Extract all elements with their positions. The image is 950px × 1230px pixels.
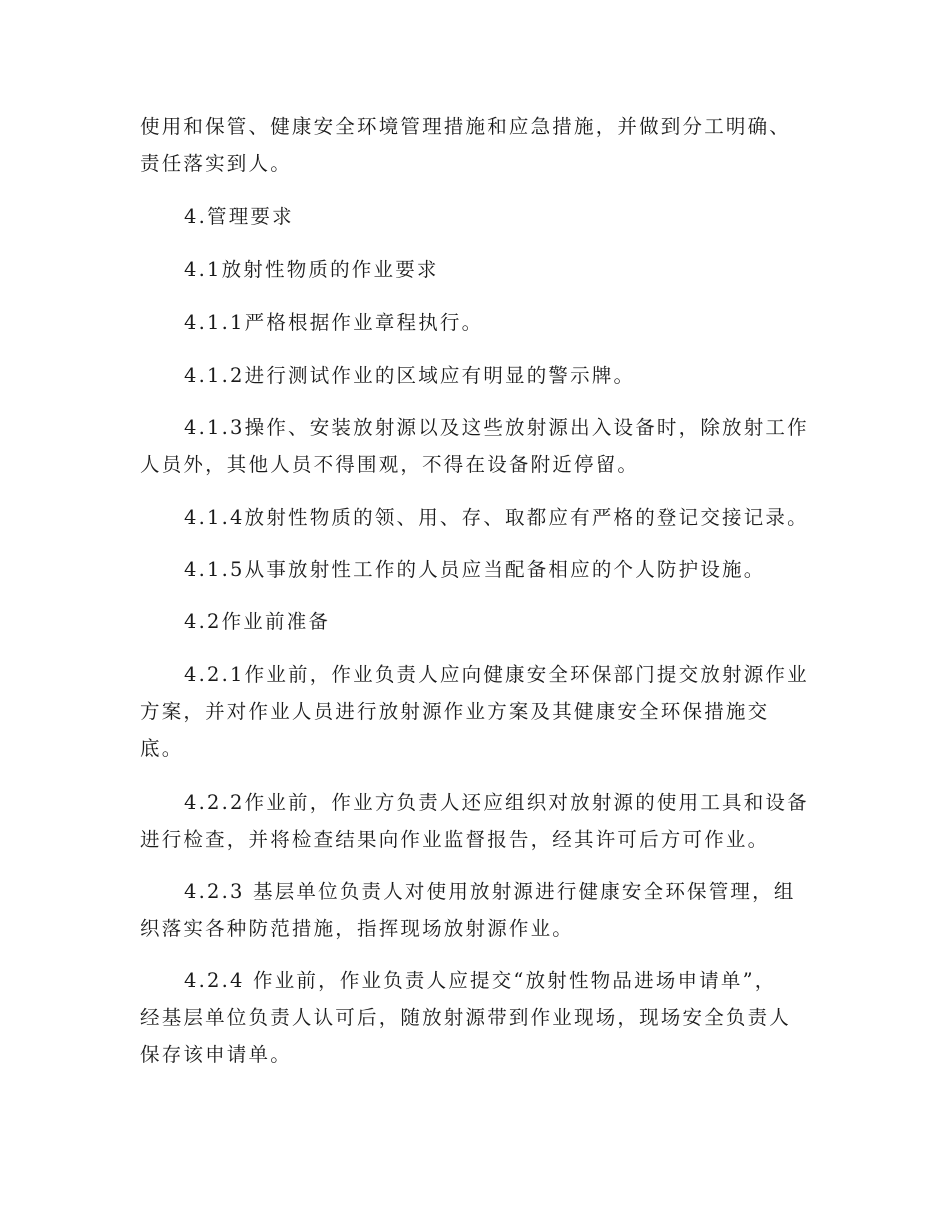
text-line: 4.2作业前准备 bbox=[184, 610, 331, 633]
text-line: 4.1.4放射性物质的领、用、存、取都应有严格的登记交接记录。 bbox=[184, 506, 809, 529]
paragraph-4-1-5 bbox=[140, 551, 812, 588]
text-line: 方案，并对作业人员进行放射源作业方案及其健康安全环保措施交 bbox=[140, 700, 770, 723]
text-line: 4.1放射性物质的作业要求 bbox=[184, 258, 439, 281]
text-line: 4.1.2进行测试作业的区域应有明显的警示牌。 bbox=[184, 364, 636, 387]
paragraph-4-2-2 bbox=[140, 784, 812, 858]
paragraph-4-1-1 bbox=[140, 304, 812, 341]
text-line: 保存该申请单。 bbox=[140, 1043, 292, 1066]
text-line: 4.1.1严格根据作业章程执行。 bbox=[184, 311, 484, 334]
text-line: 4.2.2作业前，作业方负责人还应组织对放射源的使用工具和设备 bbox=[184, 791, 809, 814]
section-heading-4-2 bbox=[140, 603, 812, 640]
text-line: 底。 bbox=[140, 737, 184, 760]
paragraph-4-1-2 bbox=[140, 357, 812, 394]
text-line: 4.2.1作业前，作业负责人应向健康安全环保部门提交放射源作业 bbox=[184, 663, 809, 686]
section-heading-4-1 bbox=[140, 251, 812, 288]
paragraph-4-1-3 bbox=[140, 409, 812, 483]
text-line: 进行检查，并将检查结果向作业监督报告，经其许可后方可作业。 bbox=[140, 828, 770, 851]
paragraph-4-2-4 bbox=[140, 962, 812, 1073]
text-line: 4.1.3操作、安装放射源以及这些放射源出入设备时，除放射工作 bbox=[184, 416, 809, 439]
text-line: 织落实各种防范措施，指挥现场放射源作业。 bbox=[140, 917, 575, 940]
text-line: 责任落实到人。 bbox=[140, 152, 292, 175]
text-line: 4.管理要求 bbox=[184, 205, 294, 228]
text-line: 使用和保管、健康安全环境管理措施和应急措施，并做到分工明确、 bbox=[140, 115, 792, 138]
text-line: 4.2.4 作业前，作业负责人应提交“放射性物品进场申请单”， bbox=[184, 969, 777, 992]
text-line: 人员外，其他人员不得围观，不得在设备附近停留。 bbox=[140, 453, 640, 476]
text-line: 4.1.5从事放射性工作的人员应当配备相应的个人防护设施。 bbox=[184, 558, 766, 581]
section-heading-4 bbox=[140, 198, 812, 235]
paragraph-continuation bbox=[140, 108, 812, 182]
text-line: 4.2.3 基层单位负责人对使用放射源进行健康安全环保管理，组 bbox=[184, 880, 796, 903]
paragraph-4-2-1 bbox=[140, 656, 812, 767]
paragraph-4-1-4 bbox=[140, 499, 812, 536]
paragraph-4-2-3 bbox=[140, 873, 812, 947]
text-line: 经基层单位负责人认可后，随放射源带到作业现场，现场安全负责人 bbox=[140, 1006, 792, 1029]
